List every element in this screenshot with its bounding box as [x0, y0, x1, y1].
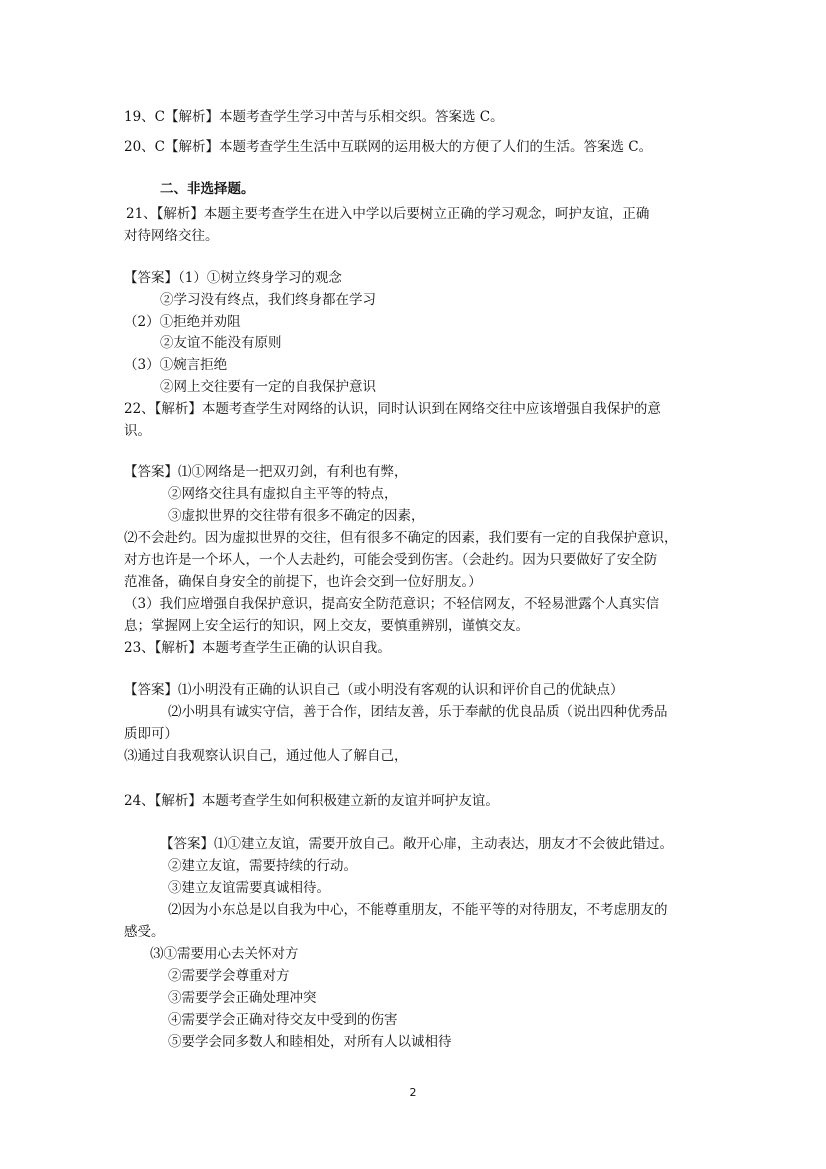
analysis-22-line1: 22、【解析】本题考查学生对网络的认识，同时认识到在网络交往中应该增强自我保护的意 — [124, 401, 661, 417]
answer-22-2c: 范准备，确保自身安全的前提下，也许会交到一位好朋友。） — [124, 574, 482, 590]
answer-24-1a: 【答案】⑴①建立友谊，需要开放自己。敞开心扉，主动表达，朋友才不会彼此错过。 — [160, 836, 673, 852]
answer-21-1a: 【答案】（1）①树立终身学习的观念 — [124, 270, 342, 286]
answer-22-1b: ②网络交往具有虚拟自主平等的特点， — [168, 486, 398, 502]
answer-23-2a: ⑵小明具有诚实守信，善于合作，团结友善，乐于奉献的优良品质（说出四种优秀品 — [168, 704, 668, 720]
answer-22-1a: 【答案】⑴①网络是一把双刃剑，有利也有弊， — [124, 464, 408, 480]
answer-24-3e: ⑤要学会同多数人和睦相处，对所有人以诚相待 — [168, 1034, 452, 1050]
answer-21-3b: ②网上交往要有一定的自我保护意识 — [160, 379, 376, 395]
answer-22-3b: 息；掌握网上安全运行的知识，网上交友，要慎重辨别，谨慎交友。 — [124, 618, 529, 634]
answer-20: 20、C【解析】本题考查学生生活中互联网的运用极大的方便了人们的生活。答案选 C。 — [124, 139, 653, 155]
answer-24-1c: ③建立友谊需要真诚相待。 — [168, 880, 330, 896]
section-heading: 二、非选择题。 — [160, 181, 255, 197]
answer-23-3: ⑶通过自我观察认识自己，通过他人了解自己， — [124, 748, 408, 764]
page-number: 2 — [409, 1086, 417, 1099]
analysis-22-line2: 识。 — [124, 423, 151, 439]
answer-24-2b: 感受。 — [124, 924, 165, 940]
answer-19: 19、C【解析】本题考查学生学习中苦与乐相交织。答案选 C。 — [124, 109, 504, 125]
answer-23-2b: 质即可） — [124, 726, 178, 742]
answer-22-3a: （3）我们应增强自我保护意识，提高安全防范意识；不轻信网友，不轻易泄露个人真实信 — [124, 596, 660, 612]
answer-21-2b: ②友谊不能没有原则 — [160, 335, 282, 351]
analysis-23: 23、【解析】本题考查学生正确的认识自我。 — [124, 640, 391, 656]
analysis-21-line2: 对待网络交往。 — [124, 228, 219, 244]
answer-21-2a: （2）①拒绝并劝阻 — [124, 314, 241, 330]
answer-22-2b: 对方也许是一个坏人，一个人去赴约，可能会受到伤害。（会赴约。因为只要做好了安全防 — [124, 552, 658, 568]
answer-24-3a: ⑶①需要用心去关怀对方 — [150, 946, 299, 962]
answer-24-3c: ③需要学会正确处理冲突 — [168, 990, 317, 1006]
answer-24-3d: ④需要学会正确对待交友中受到的伤害 — [168, 1012, 398, 1028]
analysis-24: 24、【解析】本题考查学生如何积极建立新的友谊并呵护友谊。 — [124, 793, 499, 809]
answer-23-1: 【答案】⑴小明没有正确的认识自己（或小明没有客观的认识和评价自己的优缺点） — [124, 682, 624, 698]
answer-24-3b: ②需要学会尊重对方 — [168, 968, 290, 984]
answer-22-2a: ⑵不会赴约。因为虚拟世界的交往，但有很多不确定的因素，我们要有一定的自我保护意识， — [124, 530, 678, 546]
analysis-21-line1: 21、【解析】本题主要考查学生在进入中学以后要树立正确的学习观念，呵护友谊，正确 — [126, 206, 650, 222]
answer-24-1b: ②建立友谊，需要持续的行动。 — [168, 858, 357, 874]
answer-22-1c: ③虚拟世界的交往带有很多不确定的因素， — [168, 508, 425, 524]
answer-21-3a: （3）①婉言拒绝 — [124, 357, 228, 373]
answer-21-1b: ②学习没有终点，我们终身都在学习 — [160, 292, 376, 308]
answer-24-2a: ⑵因为小东总是以自我为中心，不能尊重朋友，不能平等的对待朋友，不考虑朋友的 — [168, 902, 668, 918]
